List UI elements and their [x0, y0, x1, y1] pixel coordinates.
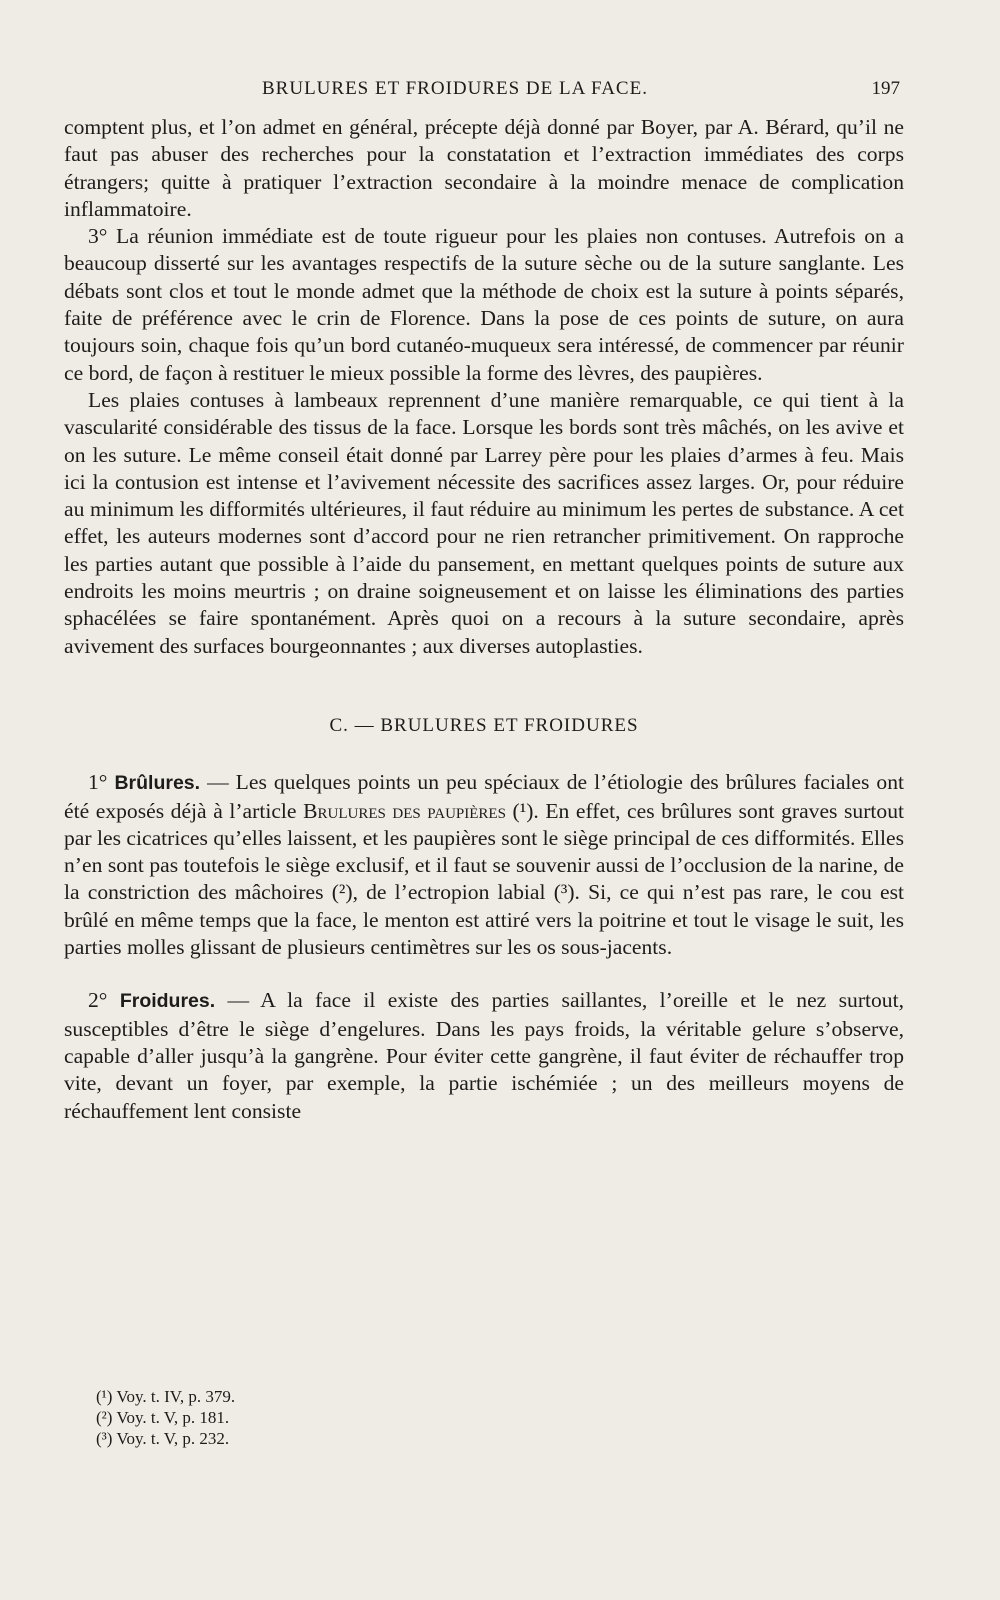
- froidures-number: 2°: [88, 988, 108, 1013]
- brulures-text-b: . En effet, ces brûlures sont graves surtout par les cicatrices qu’elles laissent, et les paupières sont le siège principal de ces difformités. Elles n’en sont pas toutefois le siège exclusif, et il faut se souvenir aussi de l’occlusion de la narine, de la constriction des mâchoires: [64, 798, 904, 905]
- page-number: 197: [871, 78, 900, 99]
- paragraph-reunion-immediate: 3° La réunion immédiate est de toute rigueur pour les plaies non contuses. Autrefois on a beaucoup disserté sur les avantages respectifs de la suture sèche ou de la suture sanglante. Les débats sont clos et tout le monde admet que la méthode de choix est la suture à points séparés, faite de préférence avec le crin de Florence. Dans la pose de ces points de suture, on aura toujours soin, chaque fois qu’un bord cutanéo-muqueux sera intéressé, de commencer par réunir ce bord, de façon à restituer le mieux possible la forme des lèvres, des paupières.: [64, 224, 904, 385]
- froidures-text: — A la face il existe des parties saillantes, l’oreille et le nez surtout, susceptibles d’être le siège d’engelures. Dans les pays froids, la véritable gelure s’observe, capable d’aller jusqu’à la gangrène. Pour éviter cette gangrène, il faut éviter de réchauffer trop vite, devant un foyer, par exemple, la partie ischémiée ; un des meilleurs moyens de réchauffement lent consiste: [64, 988, 904, 1123]
- paragraph-plaies-contuses: Les plaies contuses à lambeaux reprennent d’une manière remarquable, ce qui tient à la vascularité considérable des tissus de la face. Lorsque les bords sont très mâchés, on les avive et on les suture. Le même conseil était donné par Larrey père pour les plaies d’armes à feu. Mais ici la contusion est intense et l’avivement nécessite des sacrifices assez larges. Or, pour réduire au minimum les difformités ultérieures, il faut réduire au minimum les pertes de substance. A cet effet, les auteurs modernes sont d’accord pour ne rien retrancher primitivement. On rapproche les parties autant que possible à l’aide du pansement, en mettant quelques points de suture aux endroits les moins meurtris ; on draine soigneusement et on laisse les éliminations des parties sphacélées se faire spontanément. Après quoi on a recours à la suture secondaire, après avivement des surfaces bourgeonnantes ; aux diverses autoplasties.: [64, 387, 904, 658]
- paragraph-froidures: [64, 987, 904, 1124]
- footnote-2: (²) Voy. t. V, p. 181.: [96, 1408, 230, 1427]
- page-header: [64, 78, 900, 106]
- running-title: BRULURES ET FROIDURES DE LA FACE.: [262, 78, 648, 99]
- brulures-text-d: . Si, ce qui n’est pas rare, le cou est brûlé en même temps que la face, le menton est attiré vers la poitrine et tout le visage le suit, les parties molles glissant de plusieurs centimètres sur les os sous-jacents.: [64, 880, 904, 960]
- paragraph-continuation: comptent plus, et l’on admet en général, précepte déjà donné par Boyer, par A. Bérard, qu’il ne faut pas abuser des recherches pour la constatation et l’extraction immédiates des corps étrangers; quitte à pratiquer l’extraction secondaire à la moindre menace de complication inflammatoire.: [64, 115, 904, 221]
- footnote-1: (¹) Voy. t. IV, p. 379.: [96, 1387, 236, 1406]
- footnote-ref-3: (³): [553, 880, 575, 905]
- footnotes: [96, 1386, 235, 1449]
- brulures-number: 1°: [88, 770, 108, 795]
- cross-reference: Brulures des paupières: [303, 798, 506, 823]
- footnote-ref-2: (²): [331, 880, 353, 905]
- froidures-title: Froidures.: [119, 990, 216, 1013]
- footnote-ref-1: (¹): [512, 798, 534, 823]
- brulures-title: Brûlures.: [114, 772, 201, 795]
- section-heading: C. — BRULURES ET FROIDURES: [329, 714, 639, 736]
- brulures-text-c: , de l’ectropion labial: [352, 880, 554, 905]
- brulures-text-a: — Les quelques points un peu spéciaux de l’étiologie des brûlures faciales ont été exposés déjà à l’article: [64, 770, 904, 823]
- footnote-3: (³) Voy. t. V, p. 232.: [96, 1429, 230, 1448]
- paragraph-brulures: [64, 769, 904, 961]
- body-text: [64, 114, 904, 1125]
